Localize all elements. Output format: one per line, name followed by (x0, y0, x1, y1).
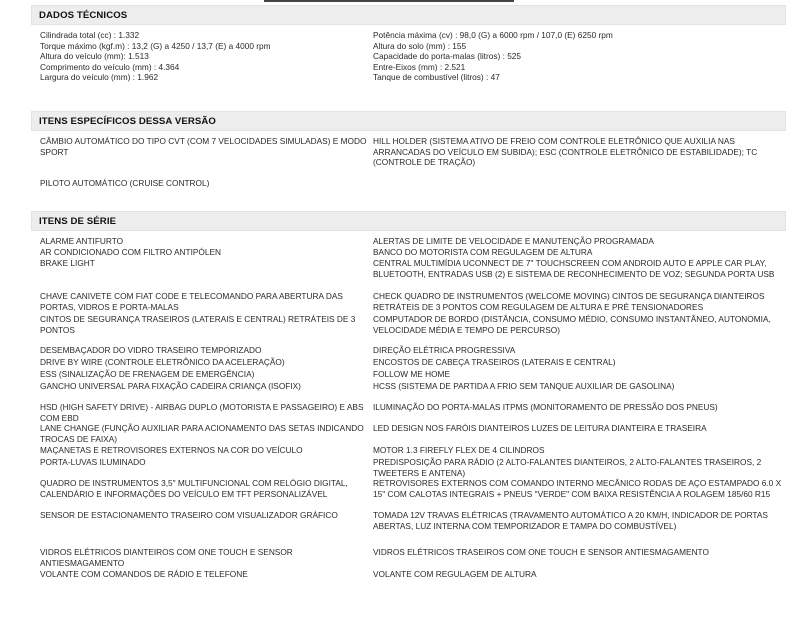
list-item: LANE CHANGE (FUNÇÃO AUXILIAR PARA ACIONAMENTO DAS SETAS INDICANDO TROCAS DE FAIXA) (40, 423, 364, 444)
list-item: PILOTO AUTOMÁTICO (CRUISE CONTROL) (40, 178, 210, 188)
list-item: DESEMBAÇADOR DO VIDRO TRASEIRO TEMPORIZADO (40, 345, 262, 355)
list-item: LED DESIGN NOS FARÓIS DIANTEIROS LUZES DE LEITURA DIANTEIRA E TRASEIRA (373, 423, 707, 434)
list-item: CENTRAL MULTIMÍDIA UCONNECT DE 7" TOUCHSCREEN COM ANDROID AUTO E APPLE CAR PLAY, BLUETOOTH, ENTRADAS USB (2) E SISTEMA DE RECONHECIMENTO DE VOZ; SEGUNDA PORTA USB (373, 258, 775, 279)
list-item: ENCOSTOS DE CABEÇA TRASEIROS (LATERAIS E CENTRAL) (373, 357, 616, 367)
list-item: CINTOS DE SEGURANÇA TRASEIROS (LATERAIS E CENTRAL) RETRÁTEIS DE 3 PONTOS (40, 314, 356, 335)
list-item: VOLANTE COM REGULAGEM DE ALTURA (373, 569, 537, 580)
section-title: DADOS TÉCNICOS (31, 5, 786, 25)
spec-item: Entre-Eixos (mm) : 2.521 (373, 61, 466, 72)
list-item: ILUMINAÇÃO DO PORTA-MALAS ITPMS (MONITORAMENTO DE PRESSÃO DOS PNEUS) (373, 402, 718, 412)
list-item: COMPUTADOR DE BORDO (DISTÂNCIA, CONSUMO MÉDIO, CONSUMO INSTANTÂNEO, AUTONOMIA, VELOCIDADE MÉDIA E TEMPO DE PERCURSO) (373, 314, 771, 335)
section-itens-serie (31, 211, 786, 580)
list-item: TOMADA 12V TRAVAS ELÉTRICAS (TRAVAMENTO AUTOMÁTICO A 20 KM/H, INDICADOR DE PORTAS ABERTAS, LUZ INTERNA COM TEMPORIZADOR E TAMPA DO COMBUSTÍVEL) (373, 510, 768, 531)
list-item: CHAVE CANIVETE COM FIAT CODE E TELECOMANDO PARA ABERTURA DAS PORTAS, VIDROS E PORTA-MALAS (40, 291, 343, 312)
list-item: MAÇANETAS E RETROVISORES EXTERNOS NA COR DO VEÍCULO (40, 445, 303, 456)
spec-item: Altura do solo (mm) : 155 (373, 40, 467, 51)
items-grid (31, 131, 786, 189)
section-title: ITENS DE SÉRIE (31, 211, 786, 231)
items-grid (31, 231, 786, 580)
list-item: MOTOR 1.3 FIREFLY FLEX DE 4 CILINDROS (373, 445, 545, 456)
list-item: GANCHO UNIVERSAL PARA FIXAÇÃO CADEIRA CRIANÇA (ISOFIX) (40, 381, 301, 391)
spec-item: Cilindrada total (cc) : 1.332 (40, 30, 140, 40)
list-item: AR CONDICIONADO COM FILTRO ANTIPÓLEN (40, 247, 222, 257)
list-item: PORTA-LUVAS ILUMINADO (40, 457, 146, 468)
spec-item: Comprimento do veículo (mm) : 4.364 (40, 61, 180, 72)
list-item: HILL HOLDER (SISTEMA ATIVO DE FREIO COM CONTROLE ELETRÔNICO QUE AUXILIA NAS ARRANCADAS DO VEÍCULO EM SUBIDA); ESC (CONTROLE ELETRÔNICO DE ESTABILIDADE); TC (CONTROLE DE TRAÇÃO) (373, 136, 758, 168)
list-item: ALARME ANTIFURTO (40, 236, 124, 246)
top-divider (264, 0, 514, 2)
spec-item: Altura do veículo (mm): 1.513 (40, 51, 149, 62)
list-item: SENSOR DE ESTACIONAMENTO TRASEIRO COM VISUALIZADOR GRÁFICO (40, 510, 338, 521)
list-item: ALERTAS DE LIMITE DE VELOCIDADE E MANUTENÇÃO PROGRAMADA (373, 236, 654, 246)
specs-right-column (373, 30, 795, 83)
list-item: HCSS (SISTEMA DE PARTIDA A FRIO SEM TANQUE AUXILIAR DE GASOLINA) (373, 381, 675, 391)
list-item: VOLANTE COM COMANDOS DE RÁDIO E TELEFONE (40, 569, 248, 580)
list-item: BRAKE LIGHT (40, 258, 95, 268)
spec-item: Potência máxima (cv) : 98,0 (G) a 6000 rpm / 107,0 (E) 6250 rpm (373, 30, 613, 40)
list-item: VIDROS ELÉTRICOS DIANTEIROS COM ONE TOUCH E SENSOR ANTIESMAGAMENTO (40, 547, 293, 568)
list-item: ESS (SINALIZAÇÃO DE FRENAGEM DE EMERGÊNCIA) (40, 369, 255, 379)
list-item: RETROVISORES EXTERNOS COM COMANDO INTERNO MECÂNICO RODAS DE AÇO ESTAMPADO 6.0 X 15" COM CALOTAS INTEGRAIS + PNEUS "VERDE" COM BAIXA RESISTÊNCIA A ROLAGEM 185/60 R15 (373, 478, 782, 499)
list-item: FOLLOW ME HOME (373, 369, 450, 379)
specs-left-column (40, 30, 373, 83)
list-item: CHECK QUADRO DE INSTRUMENTOS (WELCOME MOVING) CINTOS DE SEGURANÇA DIANTEIROS RETRÁTEIS DE 3 PONTOS COM REGULAGEM DE ALTURA E PRÉ TENSIONADORES (373, 291, 765, 312)
list-item (373, 178, 795, 189)
spec-item: Torque máximo (kgf.m) : 13,2 (G) a 4250 / 13,7 (E) a 4000 rpm (40, 40, 271, 51)
section-dados-tecnicos (31, 5, 786, 83)
list-item: DIREÇÃO ELÉTRICA PROGRESSIVA (373, 345, 516, 355)
list-item: BANCO DO MOTORISTA COM REGULAGEM DE ALTURA (373, 247, 593, 257)
specs-grid (31, 25, 786, 83)
list-item: QUADRO DE INSTRUMENTOS 3,5" MULTIFUNCIONAL COM RELÓGIO DIGITAL, CALENDÁRIO E INFORMAÇÕES DO VEÍCULO EM TFT PERSONALIZÁVEL (40, 478, 348, 499)
list-item: DRIVE BY WIRE (CONTROLE ELETRÔNICO DA ACELERAÇÃO) (40, 357, 285, 367)
spec-item: Largura do veículo (mm) : 1.962 (40, 72, 159, 83)
section-title: ITENS ESPECÍFICOS DESSA VERSÃO (31, 111, 786, 131)
list-item: CÂMBIO AUTOMÁTICO DO TIPO CVT (COM 7 VELOCIDADES SIMULADAS) E MODO SPORT (40, 136, 367, 157)
spec-item: Capacidade do porta-malas (litros) : 525 (373, 51, 522, 62)
list-item: HSD (HIGH SAFETY DRIVE) - AIRBAG DUPLO (MOTORISTA E PASSAGEIRO) E ABS COM EBD (40, 402, 364, 423)
spec-item: Tanque de combustível (litros) : 47 (373, 72, 500, 83)
list-item: VIDROS ELÉTRICOS TRASEIROS COM ONE TOUCH E SENSOR ANTIESMAGAMENTO (373, 547, 709, 558)
list-item: PREDISPOSIÇÃO PARA RÁDIO (2 ALTO-FALANTES DIANTEIROS, 2 ALTO-FALANTES TRASEIROS, 2 TWEETERS E ANTENA) (373, 457, 762, 478)
section-itens-especificos (31, 111, 786, 189)
